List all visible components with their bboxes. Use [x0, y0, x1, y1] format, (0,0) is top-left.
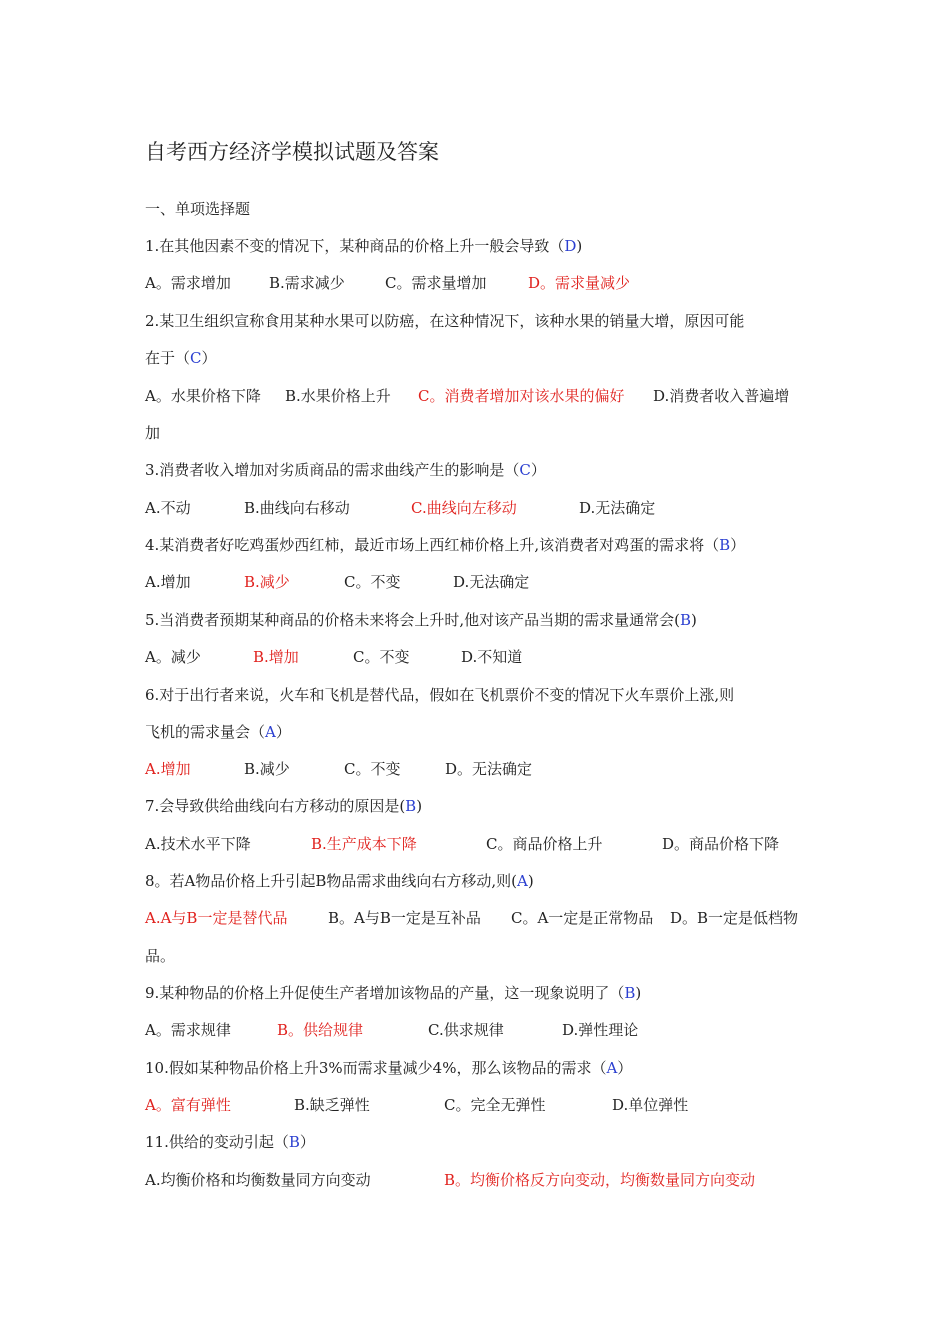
option-a: A.技术水平下降: [145, 835, 251, 853]
question-close: ）: [299, 1133, 315, 1151]
question-text: 11.供给的变动引起（: [145, 1133, 289, 1151]
option-c: C。不变: [353, 648, 410, 666]
question-close: ）: [530, 461, 546, 479]
option-b: B.减少: [244, 760, 290, 778]
question-text: 飞机的需求量会（: [145, 723, 266, 741]
option-a: A.增加: [145, 760, 191, 778]
question-text: 3.消费者收入增加对劣质商品的需求曲线产生的影响是（: [145, 461, 520, 479]
option-a: A。需求增加: [145, 274, 231, 292]
option-d: D.消费者收入普遍增: [653, 387, 790, 405]
option-c: C.曲线向左移动: [411, 499, 517, 517]
question-1: [145, 236, 582, 256]
question-text: 9.某种物品的价格上升促使生产者增加该物品的产量，这一现象说明了（: [145, 984, 625, 1002]
option-d: D。无法确定: [445, 760, 533, 778]
option-d: D。需求量减少: [528, 274, 631, 292]
options-2-cont: 加: [145, 424, 161, 442]
question-close: ): [690, 611, 697, 629]
answer-key: A: [517, 872, 528, 890]
question-text: 7.会导致供给曲线向右方移动的原因是(: [145, 797, 406, 815]
option-a: A。需求规律: [145, 1021, 231, 1039]
question-8: [145, 871, 534, 891]
question-text: 在于（: [145, 349, 191, 367]
option-b: B.增加: [253, 648, 299, 666]
option-a: A.不动: [145, 499, 191, 517]
option-a: A。水果价格下降: [145, 387, 261, 405]
question-7: [145, 796, 422, 816]
answer-key: B: [405, 797, 417, 815]
option-b: B.减少: [244, 573, 290, 591]
answer-key: B: [679, 611, 691, 629]
option-d: D.弹性理论: [562, 1021, 639, 1039]
question-text: 1.在其他因素不变的情况下，某种商品的价格上升一般会导致（: [145, 237, 565, 255]
question-close: ): [635, 984, 642, 1002]
option-a: A。减少: [145, 648, 201, 666]
answer-key: B: [288, 1133, 300, 1151]
option-d: D.无法确定: [453, 573, 530, 591]
option-b: B。供给规律: [277, 1021, 364, 1039]
option-b: B。A与B一定是互补品: [328, 909, 481, 927]
question-9: [145, 983, 641, 1003]
option-b: B.曲线向右移动: [244, 499, 350, 517]
option-d: D.无法确定: [579, 499, 656, 517]
answer-key: B: [719, 536, 731, 554]
question-close: ）: [730, 536, 746, 554]
question-text: 5.当消费者预期某种商品的价格未来将会上升时,他对该产品当期的需求量通常会(: [145, 611, 680, 629]
option-c: C。完全无弹性: [444, 1096, 546, 1114]
question-close: ): [576, 237, 583, 255]
question-6: 6.对于出行者来说，火车和飞机是替代品，假如在飞机票价不变的情况下火车票价上涨,则: [145, 686, 735, 704]
question-text: 10.假如某种物品价格上升3%而需求量减少4%，那么该物品的需求（: [145, 1059, 607, 1077]
option-d: D.单位弹性: [612, 1096, 689, 1114]
answer-key: C: [190, 349, 202, 367]
option-a: A。富有弹性: [145, 1096, 231, 1114]
option-b: B.缺乏弹性: [294, 1096, 370, 1114]
option-a: A.增加: [145, 573, 191, 591]
section-heading: 一、单项选择题: [145, 200, 251, 218]
question-10: [145, 1058, 632, 1078]
question-5: [145, 610, 697, 630]
option-d: D.不知道: [461, 648, 523, 666]
option-d: D。商品价格下降: [662, 835, 780, 853]
option-c: C。需求量增加: [385, 274, 487, 292]
question-6-cont: [145, 722, 291, 742]
option-b: B.需求减少: [269, 274, 345, 292]
question-close: ）: [617, 1059, 633, 1077]
answer-key: A: [606, 1059, 618, 1077]
question-11: [145, 1132, 315, 1152]
options-8-cont: 品。: [145, 947, 176, 965]
option-c: C.供求规律: [428, 1021, 504, 1039]
question-2-cont: [145, 348, 217, 368]
option-d: D。B一定是低档物: [670, 909, 799, 927]
question-4: [145, 535, 745, 555]
option-c: C。消费者增加对该水果的偏好: [418, 387, 625, 405]
question-close: ): [416, 797, 423, 815]
question-text: 4.某消费者好吃鸡蛋炒西红柿，最近市场上西红柿价格上升,该消费者对鸡蛋的需求将（: [145, 536, 720, 554]
answer-key: B: [624, 984, 636, 1002]
option-b: B。均衡价格反方向变动，均衡数量同方向变动: [444, 1171, 756, 1189]
option-b: B.生产成本下降: [311, 835, 417, 853]
option-c: C。不变: [344, 573, 401, 591]
option-a: A.均衡价格和均衡数量同方向变动: [145, 1171, 371, 1189]
question-close: ): [527, 872, 534, 890]
question-close: ）: [275, 723, 291, 741]
option-c: C。商品价格上升: [486, 835, 603, 853]
question-3: [145, 460, 546, 480]
question-close: ）: [201, 349, 217, 367]
option-c: C。A一定是正常物品: [511, 909, 654, 927]
answer-key: D: [564, 237, 577, 255]
option-a: A.A与B一定是替代品: [145, 909, 288, 927]
option-b: B.水果价格上升: [285, 387, 391, 405]
document-title: 自考西方经济学模拟试题及答案: [145, 140, 439, 164]
question-text: 8。若A物品价格上升引起B物品需求曲线向右方移动,则(: [145, 872, 518, 890]
option-c: C。不变: [344, 760, 401, 778]
question-2: 2.某卫生组织宣称食用某种水果可以防癌，在这种情况下，该种水果的销量大增，原因可能: [145, 312, 745, 330]
answer-key: C: [519, 461, 531, 479]
answer-key: A: [265, 723, 276, 741]
